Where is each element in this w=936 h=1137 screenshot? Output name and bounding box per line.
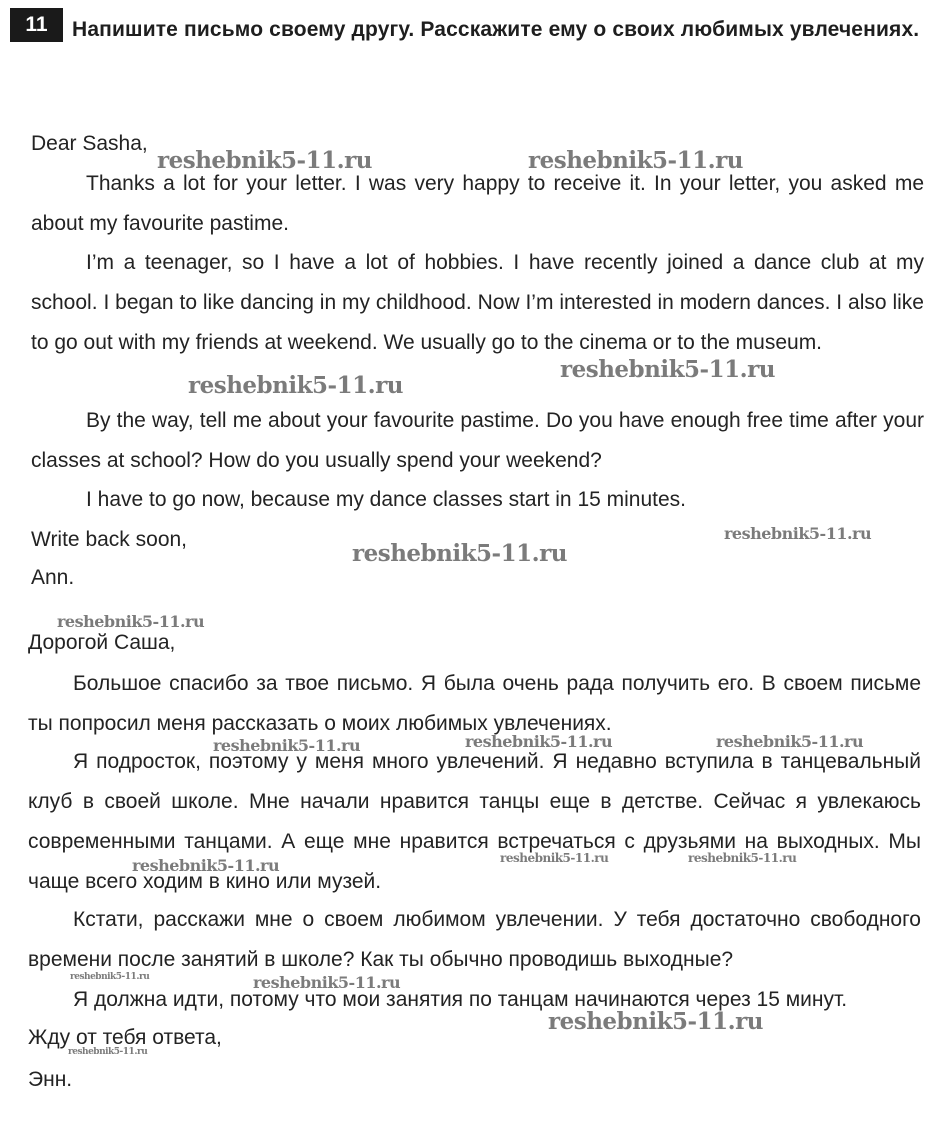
watermark: reshebnik5-11.ru (716, 732, 864, 751)
watermark: reshebnik5-11.ru (253, 973, 401, 992)
letter-en-paragraph-1: Thanks a lot for your letter. I was very happy to receive it. In your letter, you asked me about my favourite pastime. (31, 172, 924, 235)
letter-ru-paragraph-3: Кстати, расскажи мне о своем любимом увлечении. У тебя достаточно свободного времени после занятий в школе? Как ты обычно проводишь выходные? (28, 908, 921, 971)
letter-ru-paragraph-1: Большое спасибо за твое письмо. Я была очень рада получить его. В своем письме ты попросил меня рассказать о моих любимых увлечениях. (28, 672, 921, 735)
watermark: reshebnik5-11.ru (57, 612, 205, 631)
watermark: reshebnik5-11.ru (132, 856, 280, 875)
watermark: reshebnik5-11.ru (352, 540, 567, 567)
watermark: reshebnik5-11.ru (560, 356, 775, 383)
letter-en-paragraph-2: I’m a teenager, so I have a lot of hobbies. I have recently joined a dance club at my school. I began to like dancing in my childhood. Now I’m interested in modern dances. I also like to go out with my friends at weekend. We usually go to the cinema or to the museum. (31, 251, 924, 354)
watermark: reshebnik5-11.ru (188, 372, 403, 399)
watermark: reshebnik5-11.ru (70, 972, 150, 982)
task-instruction: Напишите письмо своему другу. Расскажите ему о своих любимых увлечениях. (72, 18, 920, 41)
watermark: reshebnik5-11.ru (68, 1047, 148, 1057)
letter-ru-paragraph-4: Я должна идти, потому что мои занятия по танцам начинаются через 15 минут. (73, 988, 848, 1011)
letter-en-paragraph-4: I have to go now, because my dance classes start in 15 minutes. (86, 488, 686, 511)
watermark: reshebnik5-11.ru (157, 147, 372, 174)
watermark: reshebnik5-11.ru (500, 851, 609, 865)
letter-ru-paragraph-2: Я подросток, поэтому у меня много увлечений. Я недавно вступила в танцевальный клуб в своей школе. Мне начали нравится танцы еще в детстве. Сейчас я увлекаюсь современными танцами. А еще мне нравится встречаться с друзьями на выходных. Мы чаще всего ходим в кино или музей. (28, 750, 921, 893)
watermark: reshebnik5-11.ru (465, 732, 613, 751)
watermark: reshebnik5-11.ru (724, 524, 872, 543)
letter-en-signature: Ann. (31, 566, 75, 589)
letter-ru-signature: Энн. (28, 1068, 73, 1091)
watermark: reshebnik5-11.ru (213, 736, 361, 755)
letter-ru-closing: Жду от тебя ответа, (28, 1026, 222, 1049)
watermark: reshebnik5-11.ru (548, 1008, 763, 1035)
watermark: reshebnik5-11.ru (688, 851, 797, 865)
letter-en-paragraph-3: By the way, tell me about your favourite pastime. Do you have enough free time after your classes at school? How do you usually spend your weekend? (31, 409, 924, 472)
letter-en-closing: Write back soon, (31, 528, 188, 551)
task-number-badge: 11 (10, 8, 63, 42)
watermark: reshebnik5-11.ru (528, 147, 743, 174)
letter-ru-greeting: Дорогой Саша, (28, 631, 176, 654)
letter-en-greeting: Dear Sasha, (31, 132, 148, 155)
